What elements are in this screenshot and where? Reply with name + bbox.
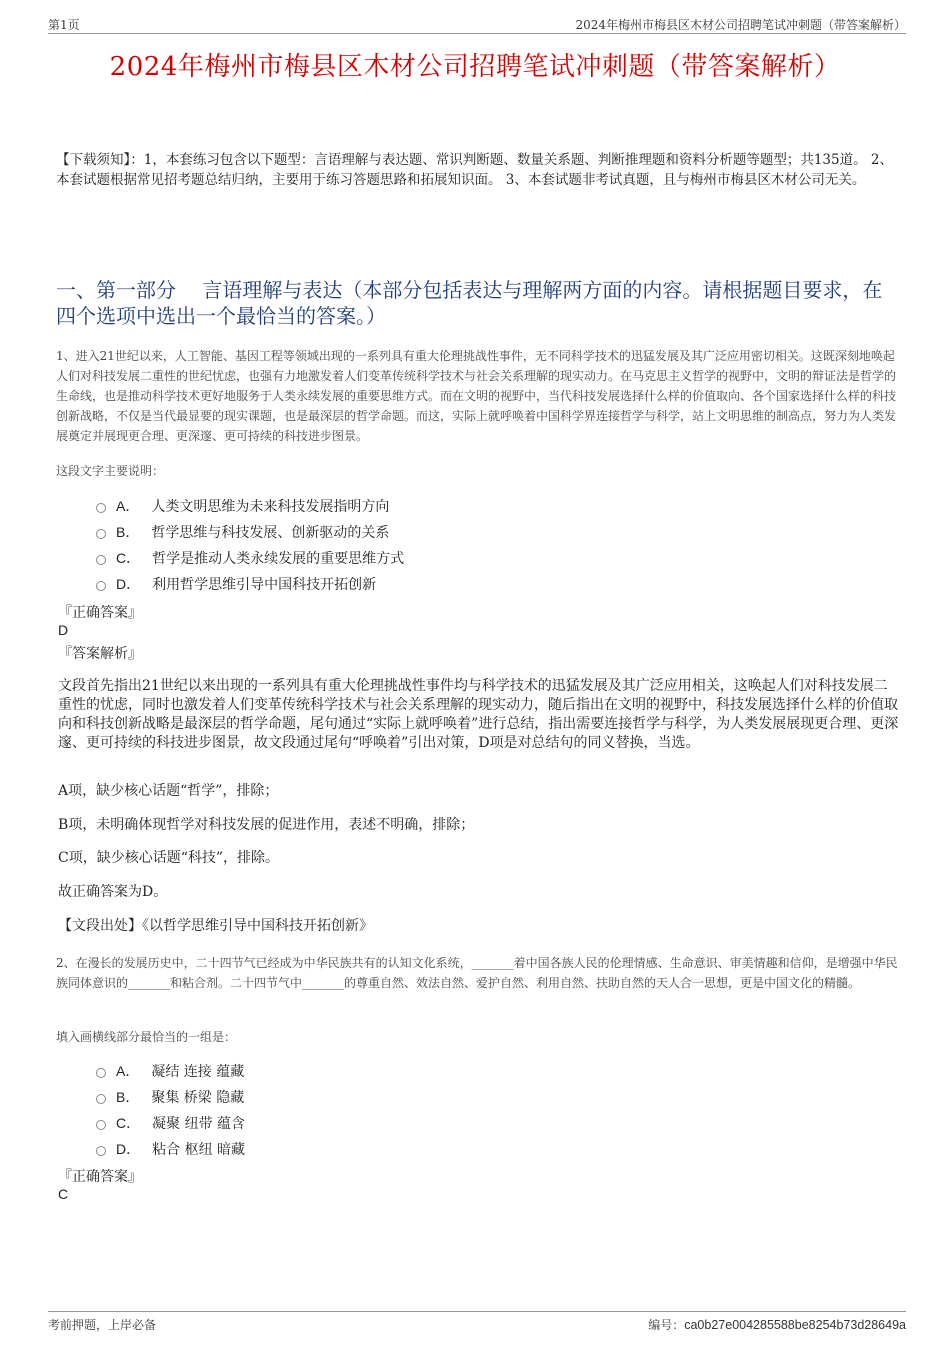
radio-icon[interactable] [96, 1146, 106, 1156]
radio-icon[interactable] [96, 555, 106, 565]
option-a[interactable]: A． 人类文明思维为未来科技发展指明方向 [96, 493, 404, 519]
question-1-text: 1、进入21世纪以来，人工智能、基因工程等领域出现的一系列具有重大伦理挑战性事件，无不同科学技术的迅猛发展及其广泛应用密切相关。这既深刻地唤起人们对科技发展二重性的世纪忧虑，也强有力地激发着人们变革传统科学技术与社会关系理解的现实动力。在马克思主义哲学的视野中，文明的辩证法是哲学的生命线，也是推动科学技术更好地服务于人类永续发展的重要思维方式。而在文明的视野中，当代科技发展选择什么样的价值取向、各个国家选择什么样的科技创新战略，不仅是当代最显要的现实课题，也是最深层的哲学命题。而这，实际上就呼唤着中国科学界连接哲学与科学，站上文明思维的制高点，努力为人类发展奠定并展现更合理、更深邃、更可持续的科技进步图景。 [56, 349, 897, 443]
option-d[interactable]: D． 粘合 枢纽 暗藏 [96, 1136, 245, 1162]
analysis-label: 『答案解析』 [58, 646, 142, 662]
question-2-text: 2、在漫长的发展历史中，二十四节气已经成为中华民族共有的认知文化系统，_______着中国各族人民的伦理情感、生命意识、审美情趣和信仰，是增强中华民族同体意识的_______和粘合剂。二十四节气中_______的尊重自然、效法自然、爱护自然、利用自然、扶助自然的天人合一思想，更是中国文化的精髓。 [56, 956, 898, 990]
option-d[interactable]: D． 利用哲学思维引导中国科技开拓创新 [96, 571, 404, 597]
section-heading: 一、第一部分 言语理解与表达（本部分包括表达与理解两方面的内容。请根据题目要求，在四个选项中选出一个最恰当的答案。） [56, 278, 883, 328]
analysis-paragraph: 文段首先指出21世纪以来出现的一系列具有重大伦理挑战性事件均与科学技术的迅猛发展及其广泛应用相关，这唤起人们对科技发展二重性的忧虑，同时也激发着人们变革传统科学技术与社会关系理解的现实动力，随后指出在文明的视野中，科技发展选择什么样的价值取向和科技创新战略是最深层的哲学命题，尾句通过“实际上就呼唤着”进行总结，指出需要连接哲学与科学，为人类发展展现更合理、更深邃、更可持续的科技进步图景，故文段通过尾句“呼唤着”引出对策，D项是对总结句的同义替换，当选。 [58, 678, 899, 751]
option-a[interactable]: A． 凝结 连接 蕴藏 [96, 1058, 245, 1084]
radio-icon[interactable] [96, 503, 106, 513]
correct-answer: C [58, 1186, 69, 1202]
question-1-options [96, 493, 404, 597]
radio-icon[interactable] [96, 1094, 106, 1104]
option-c[interactable]: C． 哲学是推动人类永续发展的重要思维方式 [96, 545, 404, 571]
radio-icon[interactable] [96, 1120, 106, 1130]
document-title: 2024年梅州市梅县区木材公司招聘笔试冲刺题（带答案解析） [109, 52, 841, 82]
text-source: 【文段出处】《以哲学思维引导中国科技开拓创新》 [58, 918, 373, 934]
answer-label: 『正确答案』 [58, 1169, 142, 1185]
download-notice: 【下载须知】：1，本套练习包含以下题型：言语理解与表达题、常识判断题、数量关系题、判断推理题和资料分析题等题型；共135道。 2、本套试题根据常见招考题总结归纳，主要用于练习答题思路和拓展知识面。 3、本套试题非考试真题，且与梅州市梅县区木材公司无关。 [56, 152, 893, 188]
radio-icon[interactable] [96, 1068, 106, 1078]
answer-label: 『正确答案』 [58, 605, 142, 621]
footer-slogan: 考前押题，上岸必备 [48, 1318, 157, 1332]
page-footer [48, 1311, 906, 1335]
radio-icon[interactable] [96, 581, 106, 591]
page-header [48, 14, 906, 34]
option-b[interactable]: B． 聚集 桥梁 隐藏 [96, 1084, 245, 1110]
analysis-conclusion: 故正确答案为D。 [58, 884, 168, 900]
analysis-line-c: C项，缺少核心话题“科技”，排除。 [58, 850, 280, 866]
analysis-line-b: B项，未明确体现哲学对科技发展的促进作用，表述不明确，排除； [58, 817, 475, 833]
analysis-line-a: A项，缺少核心话题“哲学”，排除； [58, 783, 279, 799]
radio-icon[interactable] [96, 529, 106, 539]
question-2-prompt: 填入画横线部分最恰当的一组是： [56, 1030, 237, 1044]
header-doc-title: 2024年梅州市梅县区木材公司招聘笔试冲刺题（带答案解析） [575, 18, 906, 32]
option-c[interactable]: C． 凝聚 纽带 蕴含 [96, 1110, 245, 1136]
question-1-prompt: 这段文字主要说明： [56, 464, 165, 478]
correct-answer: D [58, 622, 69, 638]
page-number: 第1页 [48, 18, 80, 32]
document-code: 编号：ca0b27e004285588be8254b73d28649a [648, 1318, 906, 1332]
option-b[interactable]: B． 哲学思维与科技发展、创新驱动的关系 [96, 519, 404, 545]
question-2-options [96, 1058, 245, 1162]
